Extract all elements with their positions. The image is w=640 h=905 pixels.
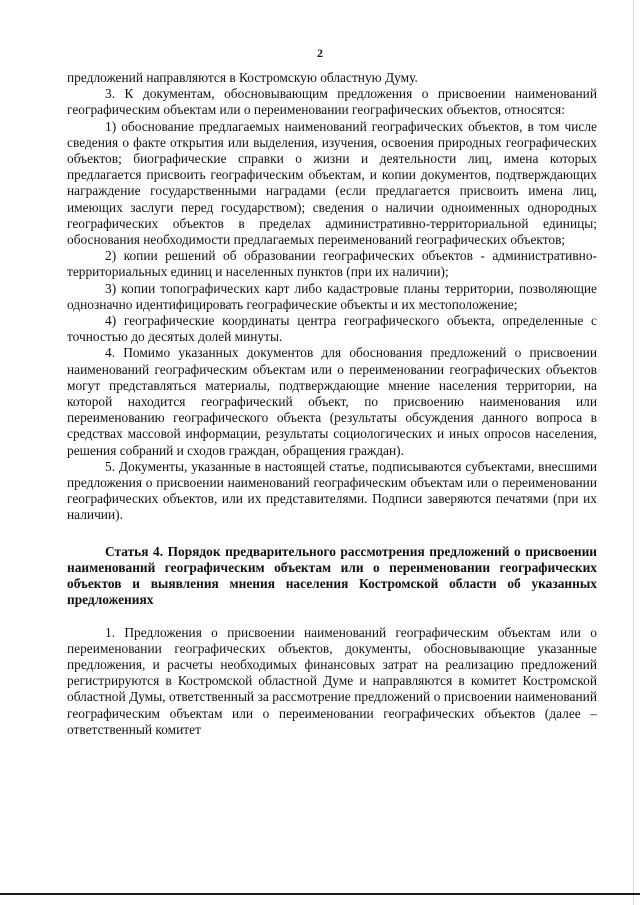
- section-spacer: [67, 524, 597, 540]
- paragraph-subitem-1: 1) обоснование предлагаемых наименований географических объектов, в том числе сведения о факте открытия или выделения, изучения, освоения природных географических объектов; биографические справки о жизни и деятельности лиц, имена которых предлагается присвоить географическим объектам, и копии документов, подтверждающих награждение государственными наградами (если предлагается присвоить имена лиц, имеющих заслуги перед государством); сведения о наличии одноименных однородных географических объектов в пределах административно-территориальной единицы; обоснования необходимости предлагаемых переименований географических объектов;: [67, 118, 597, 248]
- paragraph-subitem-4: 4) географические координаты центра географического объекта, определенные с точностью до десятых долей минуты.: [67, 313, 597, 345]
- paragraph-continuation: предложений направляются в Костромскую областную Думу.: [67, 70, 418, 85]
- paragraph-item-4: 4. Помимо указанных документов для обоснования предложений о присвоении наименований географическим объектам или о переименовании географических объектов могут представляться материалы, подтверждающие мнение населения территории, на которой находится географический объект, по присвоению наименования или переименованию географического объекта (результаты обсуждения данного вопроса в средствах массовой информации, результаты социологических и иных опросов населения, решения собраний и сходов граждан, обращения граждан).: [67, 345, 597, 458]
- section-spacer: [67, 609, 597, 625]
- paragraph-item-5: 5. Документы, указанные в настоящей статье, подписываются субъектами, внесшими предложения о присвоении наименований географическим объектам или о переименовании географических объектов, или их представителями. Подписи заверяются печатями (при их наличии).: [67, 458, 597, 523]
- paragraph-item-3: 3. К документам, обосновывающим предложения о присвоении наименований географическим объектам или о переименовании географических объектов, относятся:: [67, 86, 597, 118]
- paragraph-subitem-2: 2) копии решений об образовании географических объектов - административно-территориальных единиц и населенных пунктов (при их наличии);: [67, 248, 597, 280]
- page-edge-line: [633, 0, 634, 905]
- page-number: 2: [317, 46, 323, 60]
- bottom-rule: [0, 893, 640, 895]
- paragraph-subitem-3: 3) копии топографических карт либо кадастровые планы территории, позволяющие однозначно идентифицировать географические объекты и их местоположение;: [67, 280, 597, 312]
- document-body: [67, 70, 597, 738]
- article-paragraph-1: 1. Предложения о присвоении наименований географическим объектам или о переименовании географических объектов, документы, обосновывающие указанные предложения, и расчеты необходимых финансовых затрат на реализацию предложений регистрируются в Костромской областной Думе и направляются в комитет Костромской областной Думы, ответственный за рассмотрение предложений о присвоении наименований географическим объектам или о переименовании географических объектов (далее – ответственный комитет: [67, 624, 597, 737]
- article-heading: Статья 4. Порядок предварительного рассмотрения предложений о присвоении наименований географическим объектам или о переименовании географических объектов и выявления мнения населения Костромской области об указанных предложениях: [67, 543, 597, 608]
